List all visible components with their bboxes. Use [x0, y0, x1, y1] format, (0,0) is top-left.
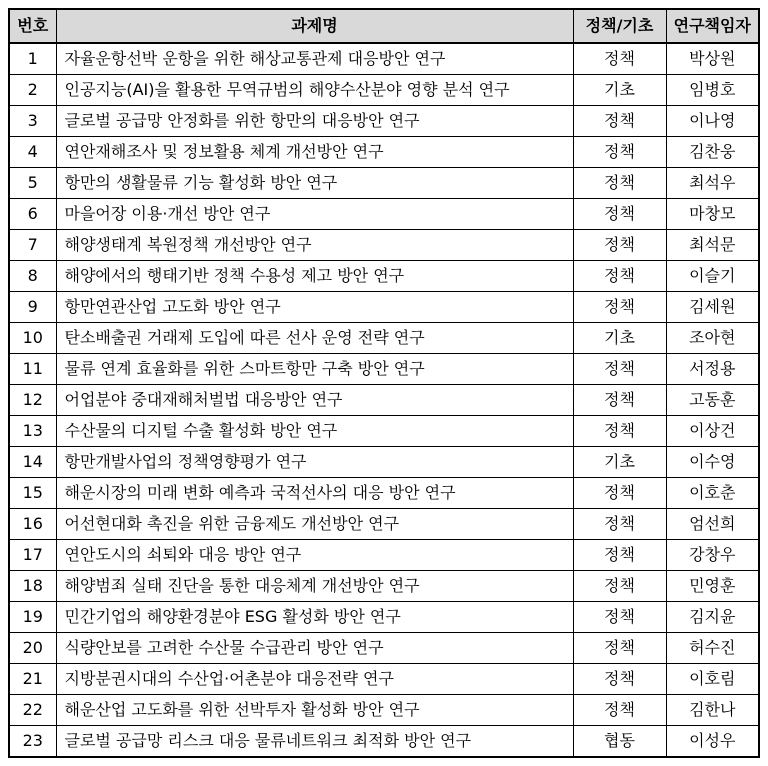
row-principal-investigator: 고동훈 — [666, 385, 759, 416]
header-row — [9, 9, 759, 43]
row-project-title: 마을어장 이용·개선 방안 연구 — [56, 199, 573, 230]
row-project-title: 민간기업의 해양환경분야 ESG 활성화 방안 연구 — [56, 602, 573, 633]
row-number: 2 — [9, 75, 56, 106]
row-policy-basic: 정책 — [573, 571, 666, 602]
table-row — [9, 602, 759, 633]
row-project-title: 수산물의 디지털 수출 활성화 방안 연구 — [56, 416, 573, 447]
table-row — [9, 571, 759, 602]
table-row — [9, 664, 759, 695]
header-principal-investigator: 연구책임자 — [666, 9, 759, 43]
row-number: 19 — [9, 602, 56, 633]
row-policy-basic: 기초 — [573, 75, 666, 106]
row-project-title: 해양에서의 행태기반 정책 수용성 제고 방안 연구 — [56, 261, 573, 292]
row-policy-basic: 정책 — [573, 230, 666, 261]
table-row — [9, 695, 759, 726]
header-policy-basic: 정책/기초 — [573, 9, 666, 43]
header-number: 번호 — [9, 9, 56, 43]
row-policy-basic: 정책 — [573, 385, 666, 416]
row-policy-basic: 정책 — [573, 540, 666, 571]
row-principal-investigator: 강창우 — [666, 540, 759, 571]
row-number: 1 — [9, 43, 56, 75]
row-policy-basic: 정책 — [573, 509, 666, 540]
row-project-title: 연안재해조사 및 정보활용 체계 개선방안 연구 — [56, 137, 573, 168]
row-project-title: 어선현대화 촉진을 위한 금융제도 개선방안 연구 — [56, 509, 573, 540]
row-policy-basic: 정책 — [573, 43, 666, 75]
row-policy-basic: 정책 — [573, 478, 666, 509]
table-row — [9, 416, 759, 447]
row-principal-investigator: 엄선희 — [666, 509, 759, 540]
row-policy-basic: 정책 — [573, 168, 666, 199]
row-number: 16 — [9, 509, 56, 540]
row-number: 8 — [9, 261, 56, 292]
row-principal-investigator: 이수영 — [666, 447, 759, 478]
table-row — [9, 261, 759, 292]
row-principal-investigator: 이호춘 — [666, 478, 759, 509]
row-project-title: 해양생태계 복원정책 개선방안 연구 — [56, 230, 573, 261]
row-number: 7 — [9, 230, 56, 261]
table-row — [9, 478, 759, 509]
row-principal-investigator: 이성우 — [666, 726, 759, 758]
row-principal-investigator: 박상원 — [666, 43, 759, 75]
row-project-title: 어업분야 중대재해처벌법 대응방안 연구 — [56, 385, 573, 416]
table-row — [9, 230, 759, 261]
row-project-title: 해운시장의 미래 변화 예측과 국적선사의 대응 방안 연구 — [56, 478, 573, 509]
row-principal-investigator: 허수진 — [666, 633, 759, 664]
row-policy-basic: 정책 — [573, 354, 666, 385]
row-project-title: 해양범죄 실태 진단을 통한 대응체계 개선방안 연구 — [56, 571, 573, 602]
table-header — [9, 9, 759, 43]
row-principal-investigator: 이상건 — [666, 416, 759, 447]
research-projects-table-wrapper — [8, 8, 760, 758]
row-number: 12 — [9, 385, 56, 416]
table-row — [9, 199, 759, 230]
row-number: 10 — [9, 323, 56, 354]
row-project-title: 항만개발사업의 정책영향평가 연구 — [56, 447, 573, 478]
row-principal-investigator: 이슬기 — [666, 261, 759, 292]
table-row — [9, 509, 759, 540]
row-policy-basic: 정책 — [573, 633, 666, 664]
row-principal-investigator: 임병호 — [666, 75, 759, 106]
row-number: 11 — [9, 354, 56, 385]
row-policy-basic: 정책 — [573, 664, 666, 695]
row-principal-investigator: 이나영 — [666, 106, 759, 137]
table-row — [9, 106, 759, 137]
row-number: 22 — [9, 695, 56, 726]
table-row — [9, 447, 759, 478]
row-policy-basic: 기초 — [573, 323, 666, 354]
row-number: 23 — [9, 726, 56, 758]
row-policy-basic: 정책 — [573, 137, 666, 168]
row-project-title: 탄소배출권 거래제 도입에 따른 선사 운영 전략 연구 — [56, 323, 573, 354]
row-project-title: 항만의 생활물류 기능 활성화 방안 연구 — [56, 168, 573, 199]
row-number: 5 — [9, 168, 56, 199]
row-policy-basic: 정책 — [573, 106, 666, 137]
row-project-title: 항만연관산업 고도화 방안 연구 — [56, 292, 573, 323]
row-policy-basic: 정책 — [573, 416, 666, 447]
table-row — [9, 726, 759, 758]
row-principal-investigator: 마창모 — [666, 199, 759, 230]
row-number: 3 — [9, 106, 56, 137]
row-project-title: 연안도시의 쇠퇴와 대응 방안 연구 — [56, 540, 573, 571]
row-policy-basic: 기초 — [573, 447, 666, 478]
row-policy-basic: 협동 — [573, 726, 666, 758]
row-number: 15 — [9, 478, 56, 509]
row-principal-investigator: 김세원 — [666, 292, 759, 323]
row-number: 14 — [9, 447, 56, 478]
row-project-title: 해운산업 고도화를 위한 선박투자 활성화 방안 연구 — [56, 695, 573, 726]
table-row — [9, 43, 759, 75]
row-principal-investigator: 최석우 — [666, 168, 759, 199]
row-policy-basic: 정책 — [573, 261, 666, 292]
row-number: 13 — [9, 416, 56, 447]
row-principal-investigator: 서정용 — [666, 354, 759, 385]
row-policy-basic: 정책 — [573, 695, 666, 726]
row-number: 17 — [9, 540, 56, 571]
table-body — [9, 43, 759, 757]
row-principal-investigator: 민영훈 — [666, 571, 759, 602]
row-policy-basic: 정책 — [573, 199, 666, 230]
row-principal-investigator: 김한나 — [666, 695, 759, 726]
row-number: 6 — [9, 199, 56, 230]
row-number: 4 — [9, 137, 56, 168]
row-principal-investigator: 이호림 — [666, 664, 759, 695]
row-project-title: 글로벌 공급망 리스크 대응 물류네트워크 최적화 방안 연구 — [56, 726, 573, 758]
row-project-title: 물류 연계 효율화를 위한 스마트항만 구축 방안 연구 — [56, 354, 573, 385]
row-project-title: 식량안보를 고려한 수산물 수급관리 방안 연구 — [56, 633, 573, 664]
row-principal-investigator: 김찬웅 — [666, 137, 759, 168]
header-project-title: 과제명 — [56, 9, 573, 43]
table-row — [9, 540, 759, 571]
table-row — [9, 633, 759, 664]
table-row — [9, 354, 759, 385]
row-project-title: 글로벌 공급망 안정화를 위한 항만의 대응방안 연구 — [56, 106, 573, 137]
row-number: 21 — [9, 664, 56, 695]
row-principal-investigator: 김지윤 — [666, 602, 759, 633]
table-row — [9, 168, 759, 199]
row-number: 18 — [9, 571, 56, 602]
table-row — [9, 323, 759, 354]
row-project-title: 지방분권시대의 수산업·어촌분야 대응전략 연구 — [56, 664, 573, 695]
table-row — [9, 385, 759, 416]
row-project-title: 인공지능(AI)을 활용한 무역규범의 해양수산분야 영향 분석 연구 — [56, 75, 573, 106]
row-number: 9 — [9, 292, 56, 323]
row-principal-investigator: 조아현 — [666, 323, 759, 354]
table-row — [9, 137, 759, 168]
row-policy-basic: 정책 — [573, 292, 666, 323]
row-principal-investigator: 최석문 — [666, 230, 759, 261]
row-project-title: 자율운항선박 운항을 위한 해상교통관제 대응방안 연구 — [56, 43, 573, 75]
row-policy-basic: 정책 — [573, 602, 666, 633]
table-row — [9, 292, 759, 323]
table-row — [9, 75, 759, 106]
research-projects-table — [8, 8, 760, 758]
row-number: 20 — [9, 633, 56, 664]
